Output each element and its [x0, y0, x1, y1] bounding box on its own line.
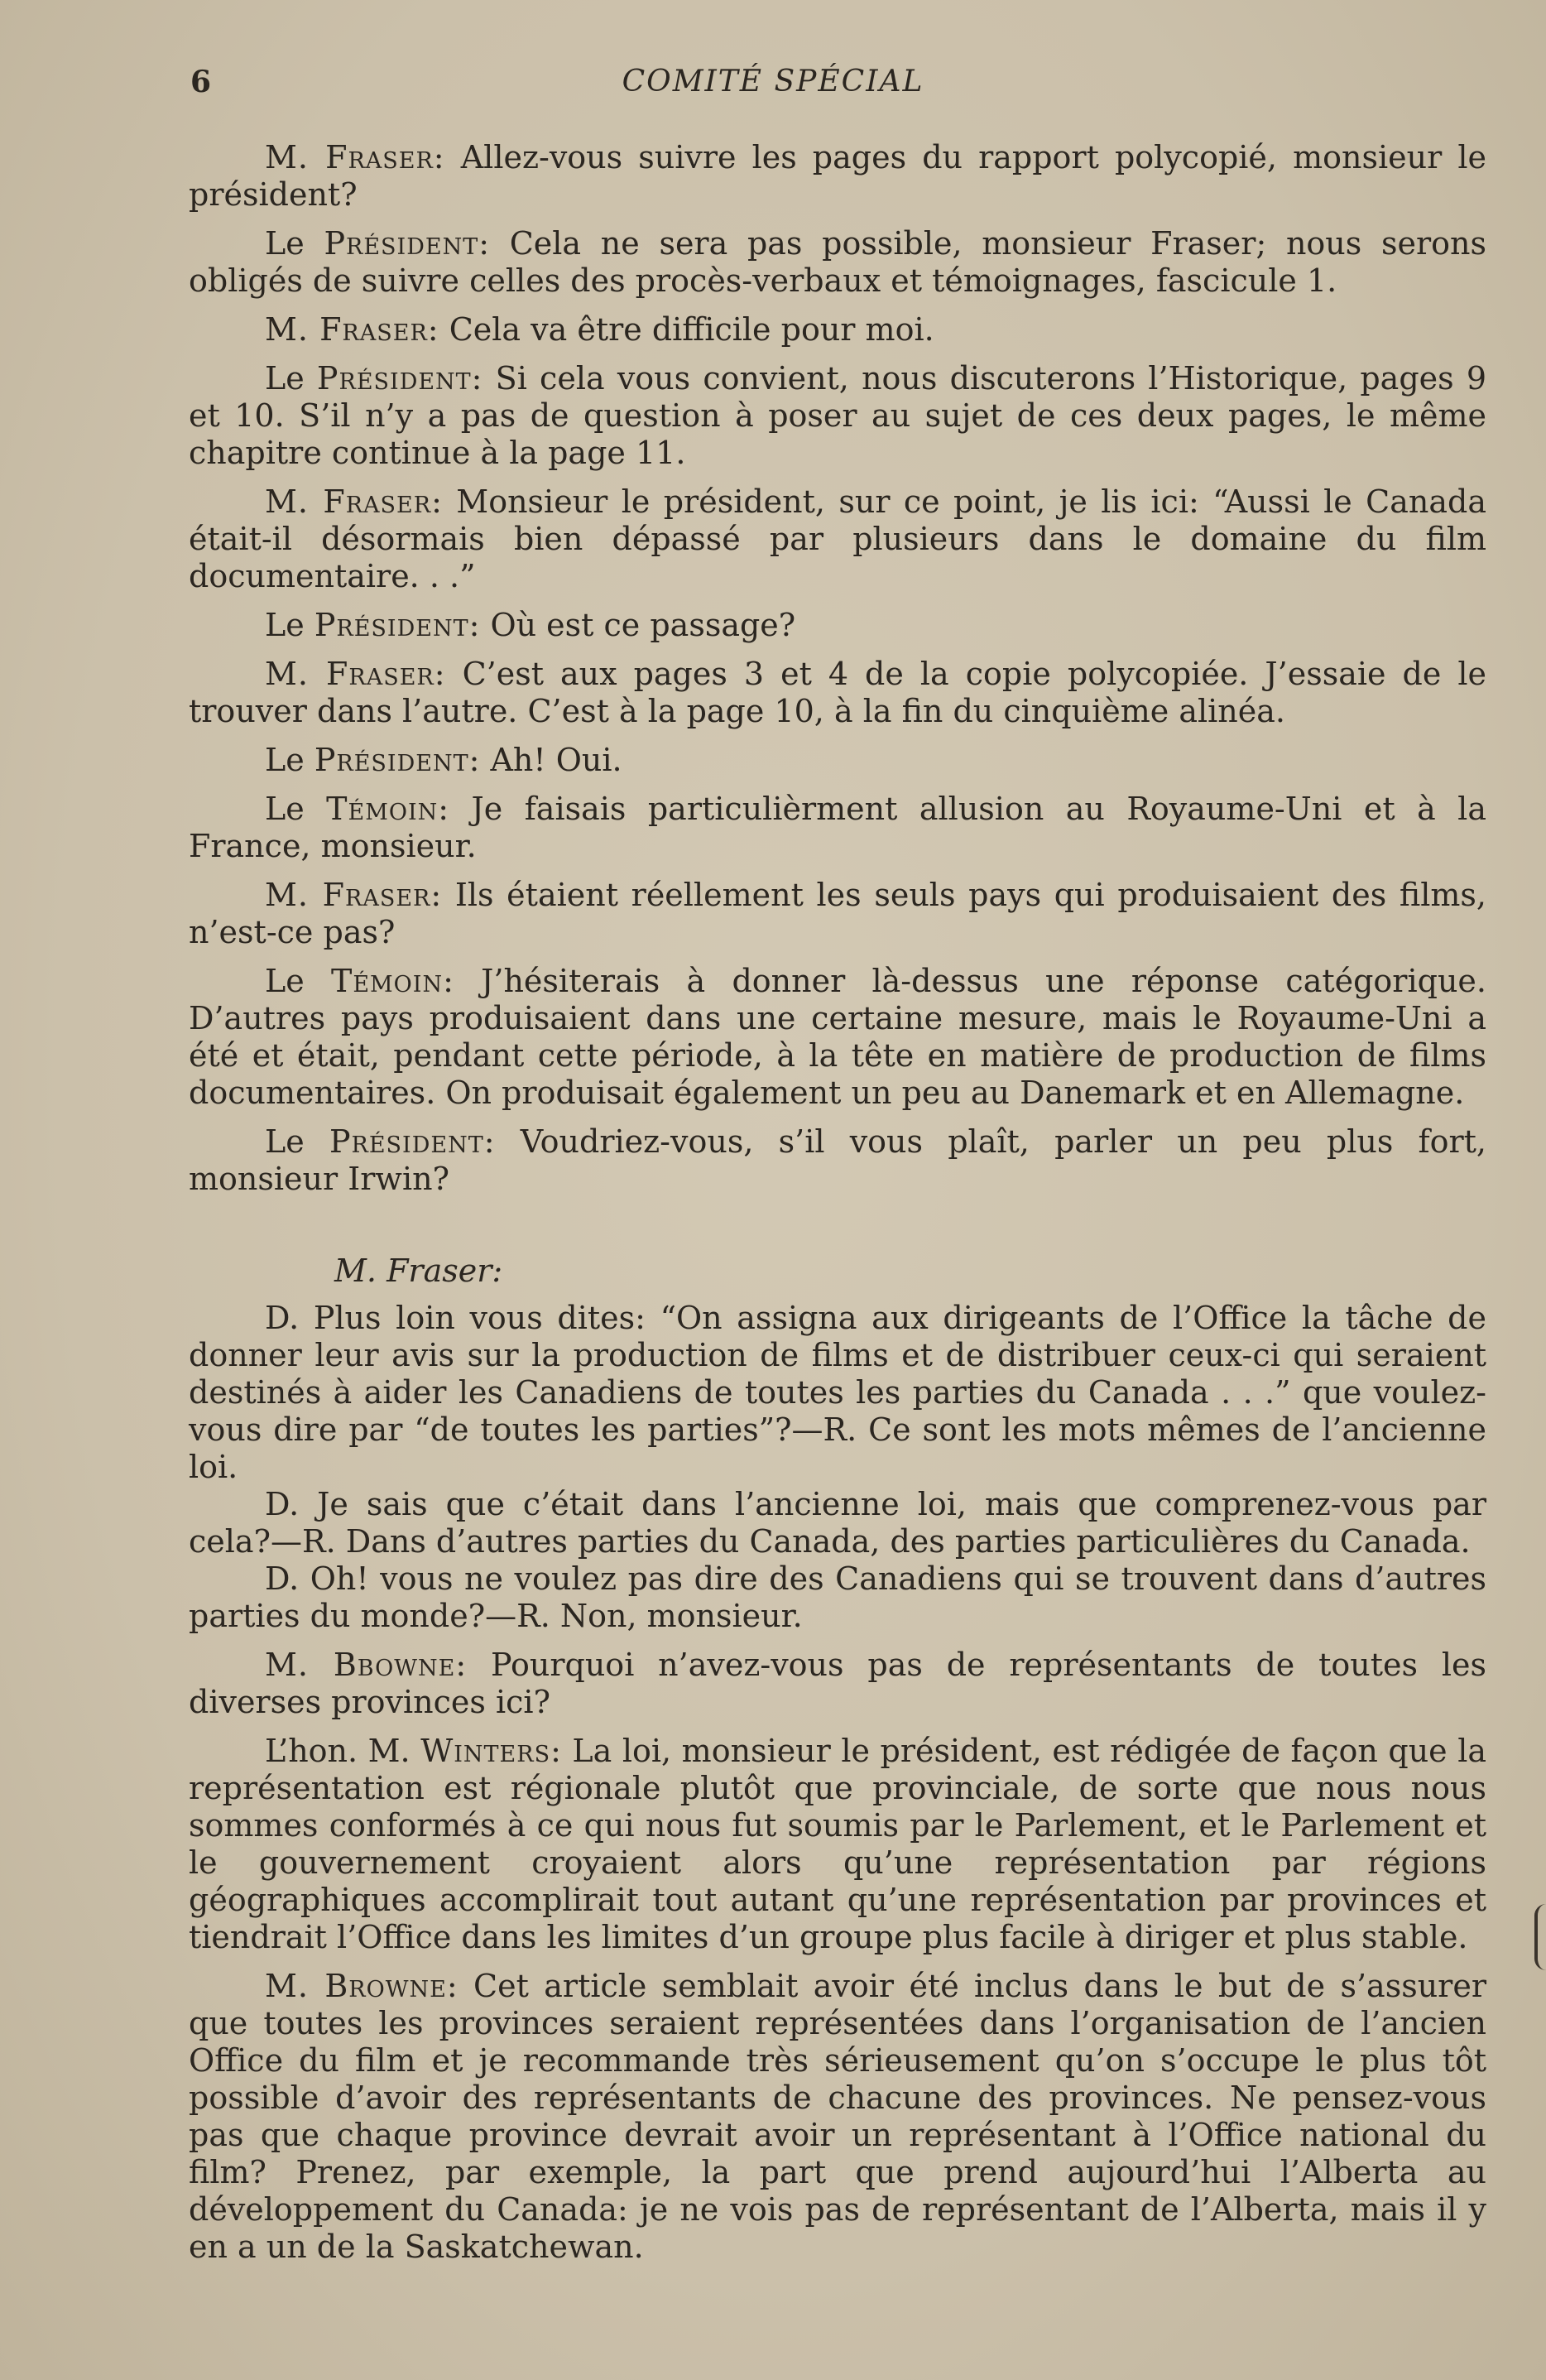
- paragraph: [189, 656, 1486, 730]
- paragraph: [189, 1733, 1486, 1956]
- speaker-prefix: Le: [265, 360, 317, 397]
- paragraph-text: La loi, monsieur le président, est rédigée de façon que la représentation est régionale plutôt que provinciale, de sorte que nous nous sommes conformés à ce qui nous fut soumis par le Parlement, et le Parlement et le gouvernement croyaient alors qu’une représentation par régions géographiques accomplirait tout autant qu’une représentation par provinces et tiendrait l’Office dans les limites d’un groupe plus facile à diriger et plus stable.: [189, 1733, 1486, 1955]
- paragraph-text: Cela va être difficile pour moi.: [439, 311, 934, 348]
- speaker-prefix: L’hon. M.: [265, 1733, 421, 1769]
- transcript-body: [189, 139, 1486, 2277]
- running-head: COMITÉ SPÉCIAL: [622, 65, 924, 99]
- speaker-name: M. Fraser:: [265, 656, 446, 692]
- paragraph: [189, 225, 1486, 300]
- paragraph: [189, 139, 1486, 214]
- speaker-name: M. Fraser:: [265, 483, 443, 520]
- speaker-prefix: Le: [265, 963, 331, 999]
- paragraph-text: C’est aux pages 3 et 4 de la copie polycopiée. J’essaie de le trouver dans l’autre. C’est à la page 10, à la fin du cinquième alinéa.: [189, 656, 1486, 729]
- speaker-prefix: Le: [265, 225, 324, 262]
- paragraph: [189, 963, 1486, 1112]
- paragraph-text: Ils étaient réellement les seuls pays qui produisaient des films, n’est-ce pas?: [189, 877, 1486, 950]
- paragraph-text: Ah! Oui.: [480, 742, 622, 778]
- paragraph-text: Monsieur le président, sur ce point, je lis ici: “Aussi le Canada était-il désormais bien dépassé par plusieurs dans le domaine du film documentaire. . .”: [189, 483, 1486, 594]
- page-header: [0, 65, 1546, 106]
- paragraph-text: Pourquoi n’avez-vous pas de représentants de toutes les diverses provinces ici?: [189, 1647, 1486, 1720]
- speaker-prefix: Le: [265, 791, 327, 827]
- speaker-name: M. Fraser:: [265, 311, 439, 348]
- page-number: 6: [190, 65, 212, 99]
- paragraph: [189, 742, 1486, 779]
- speaker-name: M. Fraser:: [265, 877, 443, 913]
- paragraph-text: Si cela vous convient, nous discuterons l’Historique, pages 9 et 10. S’il n’y a pas de question à poser au sujet de ces deux pages, le même chapitre continue à la page 11.: [189, 360, 1486, 471]
- paragraph: [189, 877, 1486, 951]
- speaker-name: Témoin:: [330, 963, 454, 999]
- speaker-name: Président:: [316, 360, 483, 397]
- paragraph: [189, 1647, 1486, 1721]
- question-answer: D. Je sais que c’était dans l’ancienne loi, mais que comprenez-vous par cela?—R. Dans d’autres parties du Canada, des parties particulières du Canada.: [189, 1486, 1486, 1560]
- section-gap: [189, 1209, 1486, 1253]
- speaker-name: Winters:: [420, 1733, 562, 1769]
- paragraph-text: Voudriez-vous, s’il vous plaît, parler un peu plus fort, monsieur Irwin?: [189, 1123, 1486, 1197]
- speaker-name: Président:: [324, 225, 490, 262]
- paragraph-text: Cela ne sera pas possible, monsieur Fraser; nous serons obligés de suivre celles des procès-verbaux et témoignages, fascicule 1.: [189, 225, 1486, 299]
- question-answer: D. Oh! vous ne voulez pas dire des Canadiens qui se trouvent dans d’autres parties du monde?—R. Non, monsieur.: [189, 1560, 1486, 1634]
- speaker-prefix: Le: [265, 607, 314, 643]
- paragraph-text: Allez-vous suivre les pages du rapport polycopié, monsieur le président?: [189, 139, 1486, 213]
- paragraph-text: Je faisais particulièrment allusion au Royaume-Uni et à la France, monsieur.: [189, 791, 1486, 864]
- paragraph-text: Cet article semblait avoir été inclus dans le but de s’assurer que toutes les provinces seraient représentées dans l’organisation de l’ancien Office du film et je recommande très sérieusement qu’on s’occupe le plus tôt possible d’avoir des représentants de chacune des provinces. Ne pensez-vous pas que chaque province devrait avoir un représentant à l’Office national du film? Prenez, par exemple, la part que prend aujourd’hui l’Alberta au développement du Canada: je ne vois pas de représentant de l’Alberta, mais il y en a un de la Saskatchewan.: [189, 1968, 1486, 2265]
- speaker-name: M. Fraser:: [265, 139, 445, 175]
- paragraph: [189, 1968, 1486, 2266]
- speaker-prefix: Le: [265, 742, 314, 778]
- binding-edge-mark: [1534, 1904, 1546, 1970]
- speaker-name: Témoin:: [326, 791, 450, 827]
- paragraph-text: J’hésiterais à donner là-dessus une réponse catégorique. D’autres pays produisaient dans une certaine mesure, mais le Royaume-Uni a été et était, pendant cette période, à la tête en matière de production de films documentaires. On produisait également un peu au Danemark et en Allemagne.: [189, 963, 1486, 1111]
- paragraph: [189, 360, 1486, 472]
- section-speaker-heading: M. Fraser:: [334, 1253, 503, 1289]
- paragraph: [189, 607, 1486, 644]
- speaker-name: Président:: [314, 742, 481, 778]
- speaker-name: M. Browne:: [265, 1968, 459, 2004]
- paragraph: [189, 483, 1486, 595]
- paragraph: [189, 1123, 1486, 1198]
- question-answer: D. Plus loin vous dites: “On assigna aux dirigeants de l’Office la tâche de donner leur avis sur la production de films et de distribuer ceux-ci qui seraient destinés à aider les Canadiens de toutes les parties du Canada . . .” que voulez-vous dire par “de toutes les parties”?—R. Ce sont les mots mêmes de l’ancienne loi.: [189, 1300, 1486, 1485]
- paragraph-text: Où est ce passage?: [480, 607, 796, 643]
- speaker-prefix: Le: [265, 1123, 329, 1160]
- speaker-name: Président:: [314, 607, 481, 643]
- speaker-name: M. Bbowne:: [265, 1647, 468, 1683]
- paragraph: [189, 311, 1486, 349]
- paragraph: [189, 791, 1486, 865]
- speaker-name: Président:: [329, 1123, 496, 1160]
